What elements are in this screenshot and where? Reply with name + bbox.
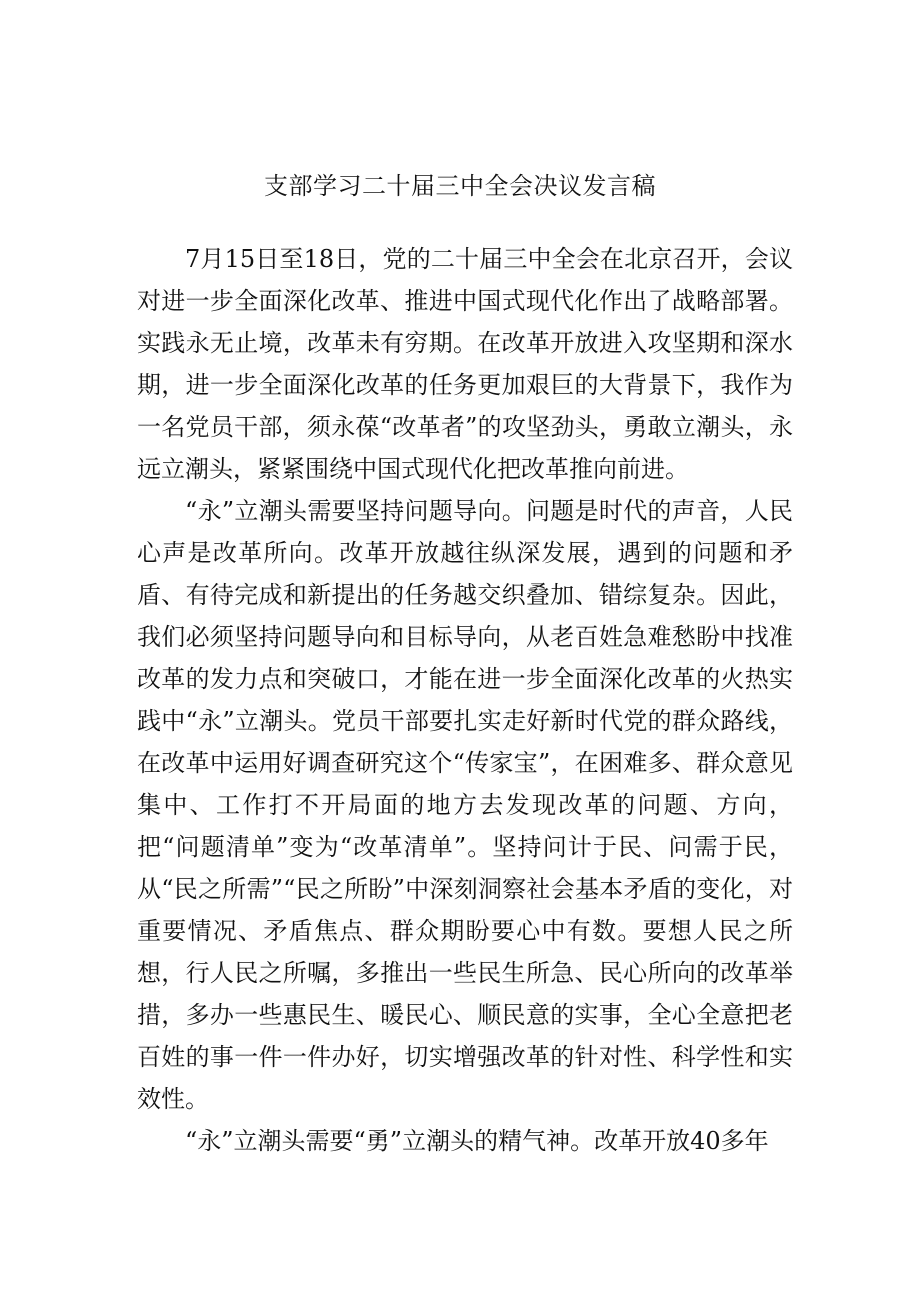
document-body <box>137 238 793 1162</box>
paragraph-problem-oriented: “永”立潮头需要坚持问题导向。问题是时代的声音，人民心声是改革所向。改革开放越往纵深发展，遇到的问题和矛盾、有待完成和新提出的任务越交织叠加、错综复杂。因此，我们必须坚持问题导向和目标导向，从老百姓急难愁盼中找准改革的发力点和突破口，才能在进一步全面深化改革的火热实践中“永”立潮头。党员干部要扎实走好新时代党的群众路线，在改革中运用好调查研究这个“传家宝”，在困难多、群众意见集中、工作打不开局面的地方去发现改革的问题、方向，把“问题清单”变为“改革清单”。坚持问计于民、问需于民，从“民之所需”“民之所盼”中深刻洞察社会基本矛盾的变化，对重要情况、矛盾焦点、群众期盼要心中有数。要想人民之所想，行人民之所嘱，多推出一些民生所急、民心所向的改革举措，多办一些惠民生、暖民心、顺民意的实事，全心全意把老百姓的事一件一件办好，切实增强改革的针对性、科学性和实效性。 <box>137 497 793 1113</box>
document-title: 支部学习二十届三中全会决议发言稿 <box>264 172 656 200</box>
paragraph-courage: “永”立潮头需要“勇”立潮头的精气神。改革开放40多年 <box>185 1127 769 1155</box>
paragraph-intro: 7月15日至18日，党的二十届三中全会在北京召开，会议对进一步全面深化改革、推进中国式现代化作出了战略部署。实践永无止境，改革未有穷期。在改革开放进入攻坚期和深水期，进一步全面深化改革的任务更加艰巨的大背景下，我作为一名党员干部，须永葆“改革者”的攻坚劲头，勇敢立潮头，永远立潮头，紧紧围绕中国式现代化把改革推向前进。 <box>137 245 793 483</box>
